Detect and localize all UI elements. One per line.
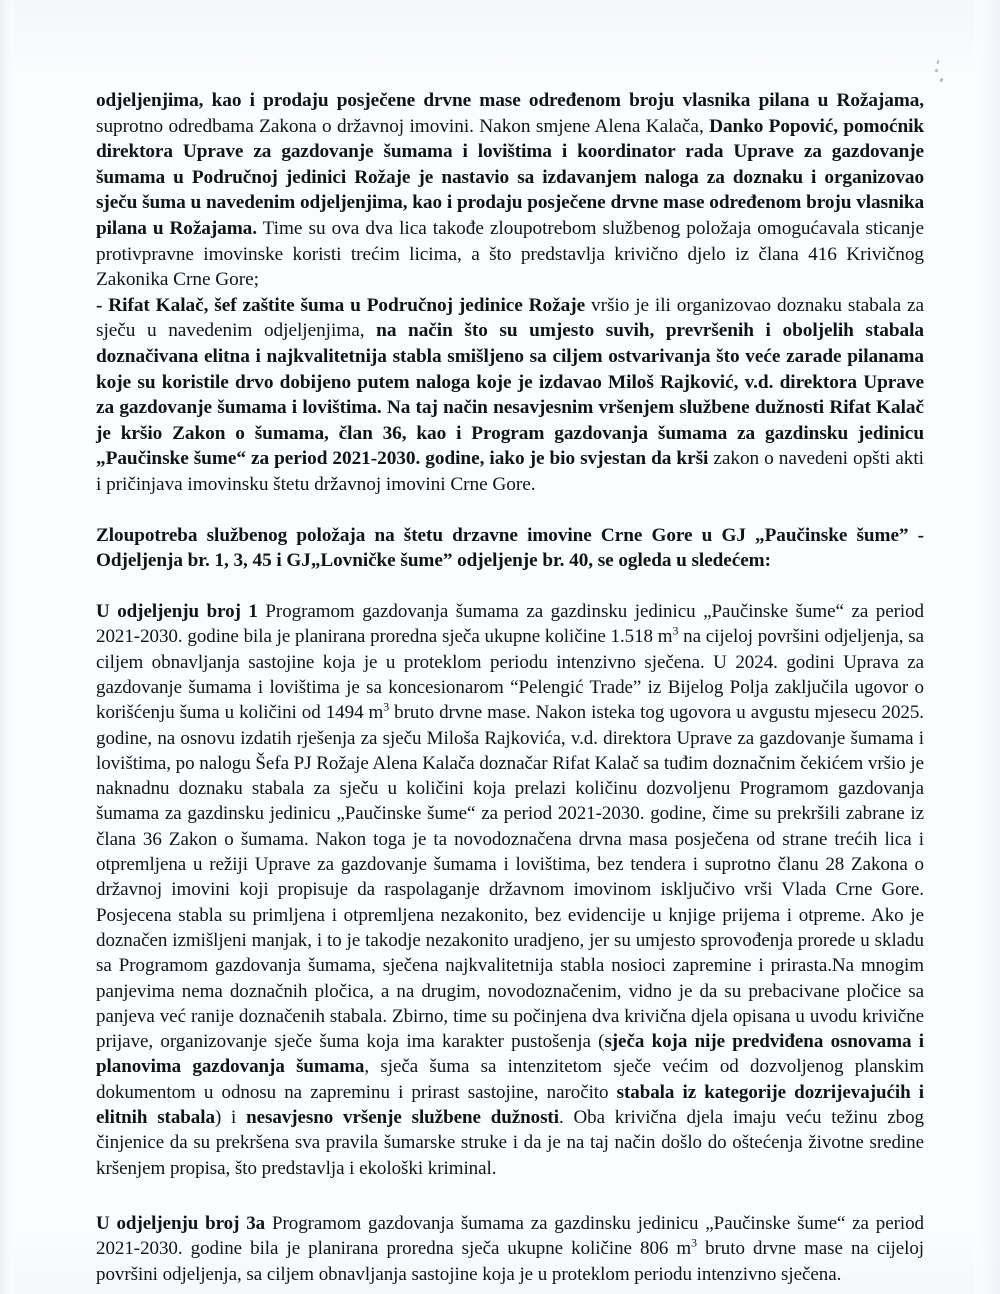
odjeljenje-1-text-5: ) i [214,1107,247,1129]
paragraph-zloupotreba-heading: Zloupotreba službenog položaja na štetu drzavne imovine Crne Gore u GJ „Paučinske šume” - Odjeljenja br. 1, 3, 45 i GJ„Lovničke šume” odjeljenje br. 40, se ogleda u sledećem: [96,524,924,572]
scan-noise-top [0,0,1000,80]
paragraph-spacer [96,498,924,523]
cubic-meter-superscript: 3 [691,1236,697,1250]
paragraph-rifat-kalac [96,293,924,498]
document-text-column [96,88,924,1287]
odjeljenje-1-bold-1: sječa koja nije predviđena osnovama i planovima gazdovanja šumama [96,1031,924,1078]
ink-speckle-artifact [934,60,946,86]
scan-edge-right [974,0,1000,1294]
rifat-bold-2: na način što su umjesto suvih, prevršenih i oboljelih stabala doznačivana elitna i najkvalitetnija stabla smišljeno sa ciljem ostvarivanja što veće zarade pilanama koje su koristile drvo dobijeno putem naloga koje je izdavao Miloš Rajković, v.d. direktora Uprave za gazdovanje šumama i lovištima. Na taj način nesavjesnim vršenjem službene dužnosti Rifat Kalač je kršio Zakon o šumama, član 36, kao i Program gazdovanja šumama za gazdinsku jedinicu „Paučinske šume“ za period 2021-2030. godine, iako je bio svjestan da krši [96,320,925,470]
paragraph-odjeljenje-3a [96,1211,924,1287]
rifat-bold-lead: - Rifat Kalač, šef zaštite šuma u Područnoj jedinice Rožaje [96,294,586,316]
odjeljenje-1-text-2: na cijeloj površini odjeljenja, sa ciljem obnavljanja sastojine koja je u proteklom periodu intenzivno sječena. U 2024. godini Uprava za gazdovanje šumama i lovištima je sa koncesionarom “Pelengić Trade” iz Bijelog Polja zaključila ugovor o korišćenju šuma u količini od 1494 m [96,626,925,724]
opening-bold-lead: odjeljenjima, kao i prodaju posječene drvne mase određenom broju vlasnika pilana u Rožajama, [96,90,924,111]
paragraph-spacer [96,574,924,599]
opening-regular-1: suprotno odredbama Zakona o državnoj imovini. Nakon smjene Alena Kalača, [96,115,710,137]
rifat-regular-1: vršio je ili organizovao doznaku stabala za sječu u navedenim odjeljenjima, [96,294,924,342]
opening-regular-2: Time su ova dva lica takođe zloupotrebom službenog položaja omogućavala sticanje protivpravne imovinske koristi trećim licima, a što predstavlja krivično djelo iz člana 416 Krivičnog Zakonika Crne Gore; [96,217,924,291]
odjeljenje-1-bold-2: stabala iz kategorije dozrijevajućih i elitnih stabala [96,1081,924,1129]
paragraph-spacer [96,1181,924,1211]
paragraph-opening [96,88,924,293]
odjeljenje-1-text-3: bruto drvne mase. Nakon isteka tog ugovora u avgustu mjesecu 2025. godine, na osnovu izdatih rješenja za sječu Miloša Rajkovića, v.d. direktora Uprave za gazdovanje šumama i lovištima, po nalogu Šefa PJ Rožaje Alena Kalača doznačar Rifat Kalač sa tuđim doznačnim čekićem vršio je naknadnu doznaku stabala za sječu u količini koja prelazi količinu dozvoljenu Programom gazdovanja šumama za gazdinsku jedinicu „Paučinske šume“ za period 2021-2030. godine, čime su prekršili zabrane iz člana 36 Zakon o šumama. Nakon toga je ta novodoznačena drvna masa posječena od strane trećih lica i otpremljena u režiji Uprave za gazdovanje šumama i lovištima, bez tendera i suprotno članu 28 Zakona o državnoj imovini koji propisuje da raspolaganje državnom imovinom isključivo vrši Vlada Crne Gore. Posjecena stabla su primljena i otpremljena nezakonito, bez evidencije u knjige prijema i otpreme. Ako je doznačen izmišljeni manjak, i to je takodje nezakonito uradjeno, jer su umjesto sprovođenja prorede u skladu sa Programom gazdovanja šumama, sječena najkvalitetnija stabla nosioci zapremine i prirasta.Na mnogim panjevima nema doznačnih pločica, a na drugim, novodoznačenim, vidno je da su prebacivane pločice sa panjeva već ranije doznačenih stabala. Zbirno, time su počinjena dva krivična djela opisana u uvodu krivične prijave, organizovanje sječe šuma koja ima karakter pustošenja ( [96,702,924,1053]
scan-edge-left [0,0,14,1294]
opening-bold-2: Danko Popović, pomoćnik direktora Uprave za gazdovanje šumama i lovištima i koordinator rada Uprave za gazdovanje šumama u Područnoj jedinici Rožaje je nastavio sa izdavanjem naloga za doznaku i organizovao sječu šuma u navedenim odjeljenjima, kao i prodaju posječene drvne mase određenom broju vlasnika pilana u Rožajama. [96,115,924,239]
rifat-regular-2: zakon o navedeni opšti akti i pričinjava imovinsku štetu državnoj imovini Crne Gore. [96,448,924,495]
odjeljenje-3a-text-1: Programom gazdovanja šumama za gazdinsku jedinicu „Paučinske šume“ za period 2021-2030. godine bila je planirana proredna sječa ukupne količine 806 m [96,1212,924,1260]
odjeljenje-1-text-1: Programom gazdovanja šumama za gazdinsku jedinicu „Paučinske šume“ za period 2021-2030. godine bila je planirana proredna sječa ukupne količine 1.518 m [96,601,924,648]
cubic-meter-superscript: 3 [383,700,390,714]
odjeljenje-1-heading: U odjeljenju broj 1 [96,601,258,623]
paragraph-odjeljenje-1 [96,599,924,1181]
odjeljenje-3a-text-2: bruto drvne mase na cijeloj površini odjeljenja, sa ciljem obnavljanja sastojine koja je u proteklom periodu intenzivno sječena. [96,1238,925,1285]
odjeljenje-3a-heading: U odjeljenju broj 3a [96,1212,266,1234]
odjeljenje-1-text-6: . Oba krivična djela imaju veću težinu zbog činjenice da su prekršena sva pravila šumarske struke i da je na taj način došlo do oštećenja životne sredine kršenjem propisa, što predstavlja i ekološki kriminal. [96,1107,924,1179]
odjeljenje-1-text-4: , sječa šuma sa intenzitetom sječe većim od dozvoljenog planskim dokumentom u odnosu na zapreminu i prirast sastojine, naročito [96,1056,924,1103]
odjeljenje-1-bold-3: nesavjesno vršenje službene dužnosti [246,1107,559,1129]
cubic-meter-superscript: 3 [672,625,679,639]
